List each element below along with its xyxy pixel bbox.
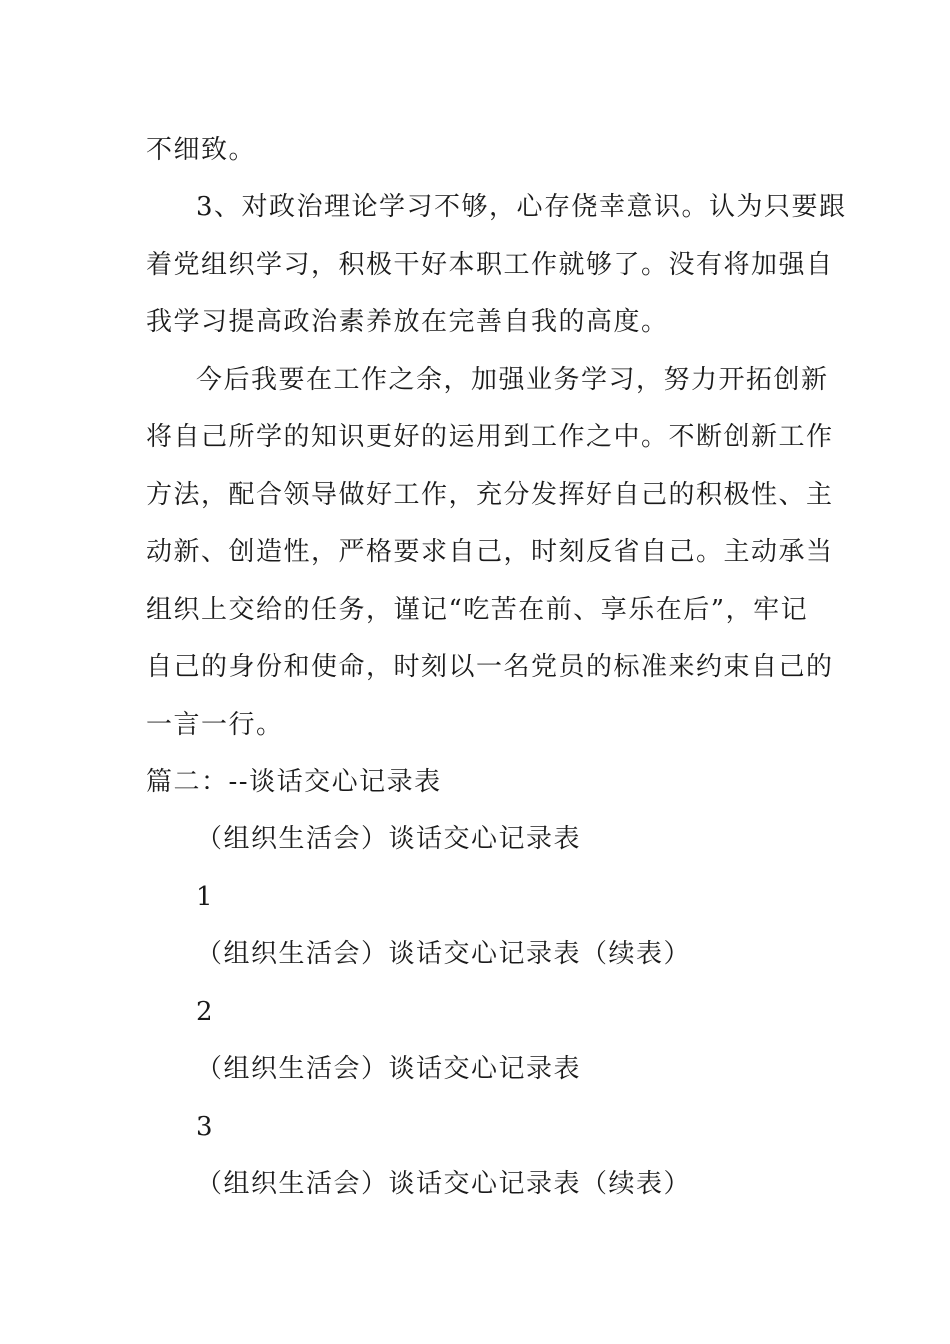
text-line-2: 3、对政治理论学习不够，心存侥幸意识。认为只要跟: [196, 192, 847, 222]
page-number-2: 2: [196, 997, 215, 1027]
text-line-11: 一言一行。: [146, 710, 284, 740]
page-number-1: 1: [196, 882, 215, 912]
text-line-1: 不细致。: [146, 135, 257, 165]
text-line-3: 着党组织学习，积极干好本职工作就够了。没有将加强自: [146, 250, 834, 280]
form-title-2: （组织生活会）谈话交心记录表（续表）: [196, 939, 692, 969]
text-line-6: 将自己所学的知识更好的运用到工作之中。不断创新工作: [146, 422, 834, 452]
text-line-4: 我学习提高政治素养放在完善自我的高度。: [146, 307, 669, 337]
form-title-1: （组织生活会）谈话交心记录表: [196, 824, 582, 854]
section-heading: 篇二：--谈话交心记录表: [146, 767, 442, 797]
text-line-8: 动新、创造性，严格要求自己，时刻反省自己。主动承当: [146, 537, 834, 567]
text-line-10: 自己的身份和使命，时刻以一名党员的标准来约束自己的: [146, 652, 834, 682]
form-title-3: （组织生活会）谈话交心记录表: [196, 1054, 582, 1084]
text-line-9: 组织上交给的任务，谨记“吃苦在前、享乐在后”，牢记: [146, 595, 809, 625]
text-line-7: 方法，配合领导做好工作，充分发挥好自己的积极性、主: [146, 480, 834, 510]
page-number-3: 3: [196, 1112, 215, 1142]
text-line-5: 今后我要在工作之余，加强业务学习，努力开拓创新: [196, 365, 829, 395]
form-title-4: （组织生活会）谈话交心记录表（续表）: [196, 1169, 692, 1199]
